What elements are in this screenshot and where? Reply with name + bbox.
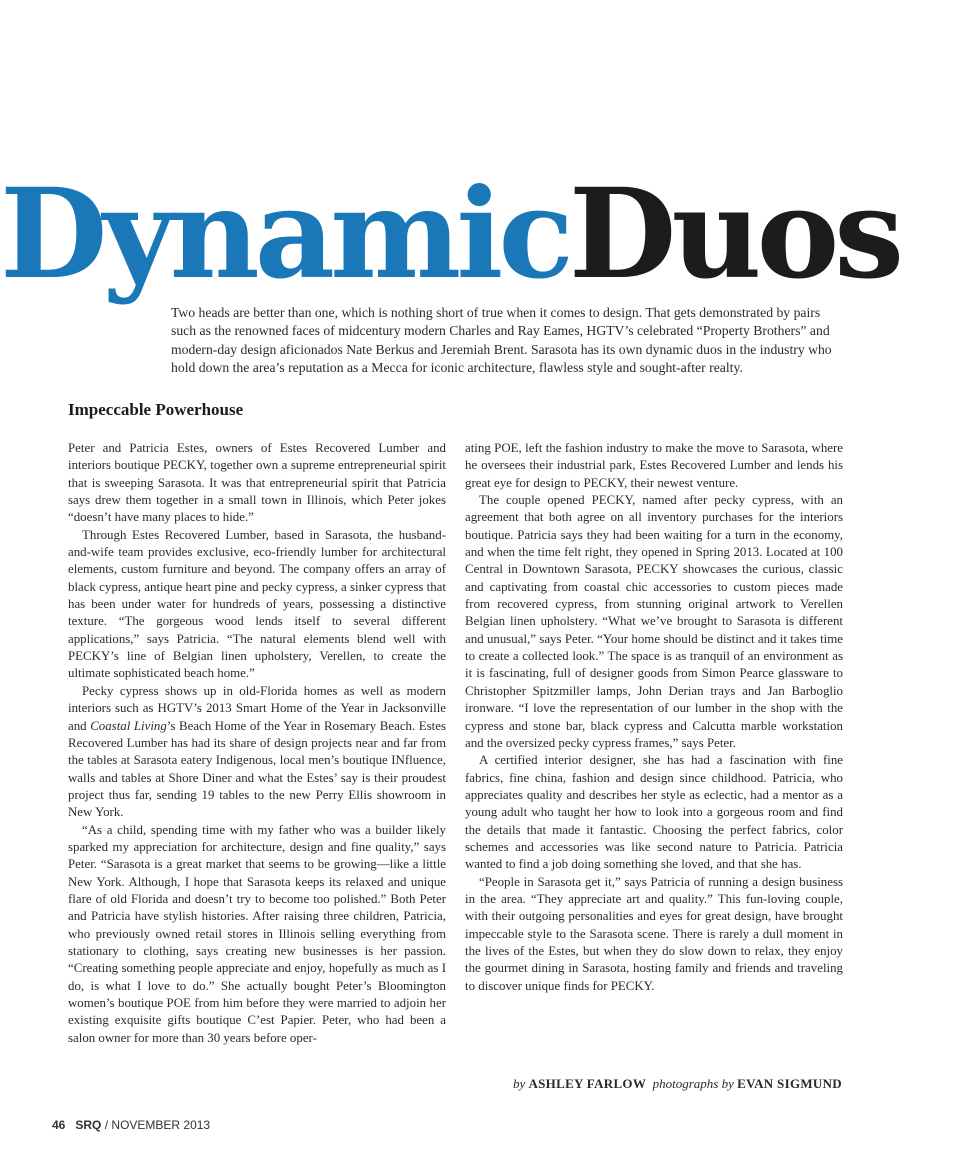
page-number: 46 (52, 1118, 66, 1132)
article-deck: Two heads are better than one, which is nothing short of true when it comes to design. That gets demonstrated by pairs such as the renowned faces of midcentury modern Charles and Ray Eames, HGTV’s celebrated “Property Brothers” and modern-day design aficionados Nate Berkus and Jeremiah Brent. Sarasota has its own dynamic duos in the industry who hold down the area’s reputation as a Mecca for iconic architecture, flawless style and sought-after realty. (171, 305, 832, 376)
paragraph-text: Pecky cypress shows up in old-Florida homes as well as modern interiors such as HGTV’s 2013 Smart Home of the Year in Jacksonville and (68, 683, 446, 733)
body-column-left (68, 440, 446, 1047)
body-paragraph: “As a child, spending time with my father who was a builder likely sparked my appreciation for architecture, design and fine quality,” says Peter. “Sarasota is a great market that seems to be growing—like a little New York. Although, I hope that Sarasota keeps its relaxed and unique flare of old Florida and doesn’t try to become too polished.” Both Peter and Patricia have stylish histories. After raising three children, Patricia, who previously owned retail stores in Illinois selling everything from stationary to clothing, says creating new businesses is her passion. “Creating something people appreciate and enjoy, hopefully as much as I do, is what I love to do.” She actually bought Peter’s Bloomington women’s boutique POE from him before they were married to adjoin her existing exquisite gifts boutique C’est Papier. Peter, who had been a salon owner for more than 30 years before oper- (68, 822, 446, 1045)
publication-name: Coastal Living (90, 718, 167, 733)
byline-author: ASHLEY FARLOW (528, 1076, 647, 1091)
title-part-black: Duos (568, 162, 900, 307)
body-paragraph (68, 683, 446, 822)
byline-by: by (512, 1076, 526, 1091)
body-paragraph: ating POE, left the fashion industry to make the move to Sarasota, where he oversees their industrial park, Estes Recovered Lumber and lends his great eye for design to PECKY, their newest venture. (465, 441, 843, 490)
section-heading: Impeccable Powerhouse (68, 400, 244, 419)
body-paragraph: Peter and Patricia Estes, owners of Estes Recovered Lumber and interiors boutique PECKY, together own a supreme entrepreneurial spirit that is sweeping Sarasota. It was that entrepreneurial spirit that Patricia says drew them together in a small town in Illinois, which Peter jokes “doesn’t have many places to hide.” (68, 441, 446, 525)
byline-photo-prefix: photographs by (652, 1076, 734, 1091)
body-column-right (465, 440, 843, 995)
magazine-name: SRQ (75, 1118, 102, 1132)
body-paragraph: Through Estes Recovered Lumber, based in Sarasota, the husband-and-wife team provides exclusive, eco-friendly lumber for architectural elements, custom furniture and beyond. The company offers an array of black cypress, antique heart pine and pecky cypress, a sinker cypress that has been under water for hundreds of years, possessing a distinctive texture. “The gorgeous wood lends itself to several different applications,” says Patricia. “The natural elements blend well with PECKY’s line of Belgian linen upholstery, Verellen, to create the ultimate sophisticated beach home.” (68, 527, 446, 681)
article-title (0, 150, 960, 320)
byline-photographer: EVAN SIGMUND (737, 1076, 842, 1091)
page-folio (52, 1118, 210, 1132)
title-part-blue: Dynamic (0, 162, 569, 307)
paragraph-text: ’s Beach Home of the Year in Rosemary Beach. Estes Recovered Lumber has had its share of design projects near and far from the tables at Sarasota eatery Indigenous, local men’s boutique INfluence, walls and tables at Shore Diner and what the Estes’ say is their proudest project thus far, sending 19 tables to the new Perry Ellis showroom in New York. (68, 718, 446, 820)
body-paragraph: A certified interior designer, she has had a fascination with fine fabrics, fine china, fashion and design since childhood. Patricia, who appreciates quality and describes her style as eclectic, had a mentor as a young adult who taught her how to look into a gorgeous room and find the details that made it fantastic. Choosing the perfect fabrics, color schemes and accessories was like second nature to Patricia. Patricia wanted to find a job doing something she loved, and that she has. (465, 753, 843, 872)
body-paragraph: “People in Sarasota get it,” says Patricia of running a design business in the area. “They appreciate art and quality.” This fun-loving couple, with their outgoing personalities and eyes for great design, have brought impeccable style to the Sarasota scene. There is rarely a dull moment in the lives of the Estes, but when they do slow down to relax, they enjoy the gourmet dining in Sarasota, hosting family and friends and traveling to discover unique finds for PECKY. (465, 874, 843, 993)
body-paragraph: The couple opened PECKY, named after pecky cypress, with an agreement that both agree on all inventory purchases for the interiors boutique. Patricia says they had been waiting for a turn in the economy, and when the time felt right, they opened in Spring 2013. Located at 100 Central in Downtown Sarasota, PECKY showcases the curious, classic and captivating from coastal chic accessories to custom pieces made from recovered cypress, from stunning original artwork to Verellen Belgian linen upholstery. “What we’ve brought to Sarasota is different and unusual,” says Peter. “Your home should be distinct and it takes time to create a collected look.” The space is as tranquil of an environment as it is fascinating, full of designer goods from Simon Pearce glassware to Christopher Spitzmiller lamps, John Derian trays and Jan Barboglio ironware. “I love the representation of our lumber in the shop with the cypress and stone bar, black cypress and Calcutta marble workstation and the oversized pecky cypress frames,” says Peter. (465, 493, 843, 750)
issue-date: / NOVEMBER 2013 (104, 1118, 211, 1132)
byline (513, 1076, 842, 1092)
